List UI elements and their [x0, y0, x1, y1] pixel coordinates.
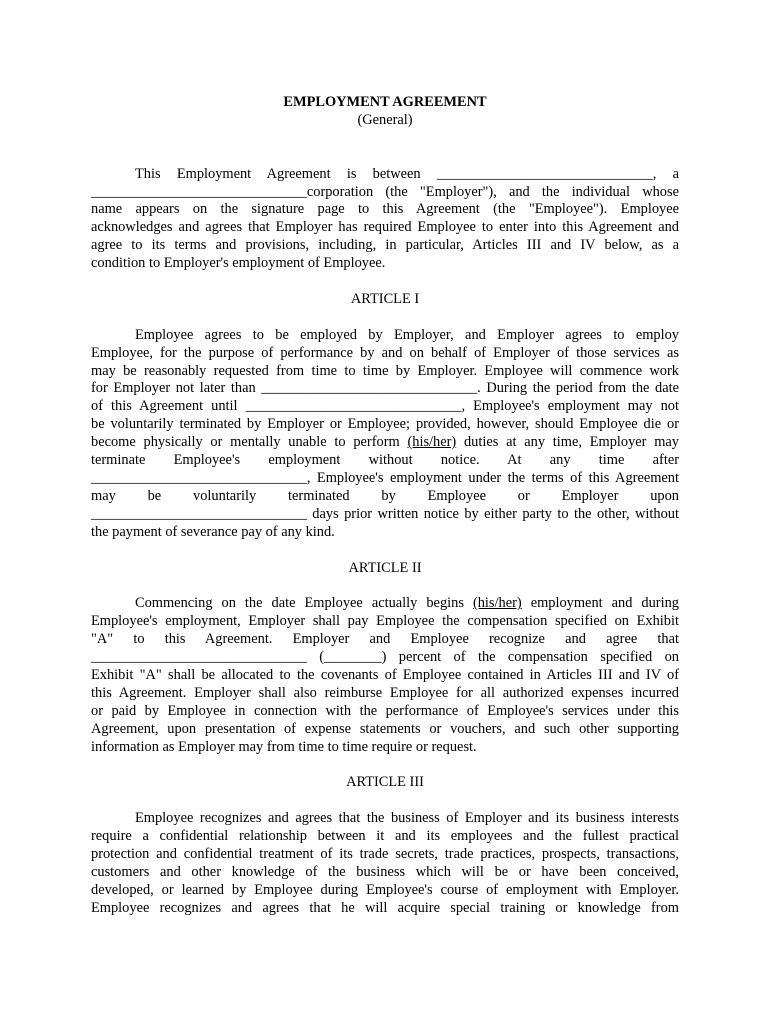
document-page [91, 94, 679, 918]
text-line: condition to Employer's employment of Employee. [91, 255, 386, 272]
intro-paragraph [91, 166, 679, 273]
text-line: terminate Employee's employment without notice. At any time after [91, 452, 679, 469]
text-line: ______________________________, Employee's employment under the terms of this Agreement [91, 469, 679, 486]
article-3-paragraph [91, 810, 679, 917]
text-line: Employee agrees to be employed by Employer, and Employer agrees to employ [135, 326, 679, 343]
text-line: "A" to this Agreement. Employer and Employee recognize and agree that [91, 631, 679, 648]
text-line: ______________________________ (________) percent of the compensation specified on [91, 649, 679, 666]
pronoun-placeholder: (his/her) [472, 595, 522, 612]
text-fragment: Commencing on the date Employee actually begins [135, 595, 473, 612]
text-line: customers and other knowledge of the business which will be or have been conceived, [91, 863, 679, 880]
text-line: of this Agreement until ______________________________, Employee's employment may not [91, 398, 679, 415]
text-line: for Employer not later than ______________________________. During the period from the date [91, 380, 679, 397]
article-2-heading: ARTICLE II [348, 559, 422, 576]
text-line: Exhibit "A" shall be allocated to the covenants of Employee contained in Articles III and IV of [91, 666, 679, 683]
text-line: ______________________________corporation (the "Employer"), and the individual whose [91, 183, 679, 200]
text-line: require a confidential relationship between it and its employees and the fullest practical [91, 828, 679, 845]
text-line: or paid by Employee in connection with the performance of Employee's services under this [91, 702, 679, 719]
text-line: Employee recognizes and agrees that he will acquire special training or knowledge from [91, 899, 679, 916]
article-1-paragraph [91, 327, 679, 542]
text-line [91, 434, 679, 452]
text-line: be voluntarily terminated by Employer or Employee; provided, however, should Employee die or [91, 416, 679, 433]
document-subtitle: (General) [357, 111, 413, 128]
text-line: Employee recognizes and agrees that the business of Employer and its business interests [135, 810, 679, 827]
text-line: ______________________________ days prior written notice by either party to the other, without [91, 505, 679, 522]
article-2-paragraph [91, 595, 679, 756]
text-line: Employee's employment, Employer shall pay Employee the compensation specified on Exhibit [91, 613, 679, 630]
text-line: developed, or learned by Employee during Employee's course of employment with Employer. [91, 881, 679, 898]
document-title: EMPLOYMENT AGREEMENT [283, 94, 487, 110]
article-3-heading: ARTICLE III [346, 774, 424, 791]
text-line: Employee, for the purpose of performance by and on behalf of Employer of those services as [91, 344, 679, 361]
text-line: may be reasonably requested from time to time by Employer. Employee will commence work [91, 362, 679, 379]
text-line: this Agreement. Employer shall also reimburse Employee for all authorized expenses incurred [91, 684, 679, 701]
text-line: agree to its terms and provisions, including, in particular, Articles III and IV below, as a [91, 237, 679, 254]
text-fragment: duties at any time, Employer may [456, 434, 679, 451]
text-fragment: employment and during [521, 595, 679, 612]
text-line: may be voluntarily terminated by Employee or Employer upon [91, 487, 679, 504]
text-line: the payment of severance pay of any kind. [91, 523, 335, 540]
text-line: protection and confidential treatment of its trade secrets, trade practices, prospects, transactions, [91, 845, 679, 862]
text-line: This Employment Agreement is between ______________________________, a [135, 165, 679, 182]
text-line: information as Employer may from time to time require or request. [91, 738, 477, 755]
text-fragment: become physically or mentally unable to perform [91, 434, 408, 451]
text-line: name appears on the signature page to this Agreement (the "Employee"). Employee [91, 201, 679, 218]
pronoun-placeholder: (his/her) [407, 434, 457, 451]
article-1-heading: ARTICLE I [350, 290, 420, 307]
text-line: acknowledges and agrees that Employer has required Employee to enter into this Agreement and [91, 219, 679, 236]
text-line: Agreement, upon presentation of expense statements or vouchers, and such other supporting [91, 720, 679, 737]
text-line [91, 595, 679, 613]
